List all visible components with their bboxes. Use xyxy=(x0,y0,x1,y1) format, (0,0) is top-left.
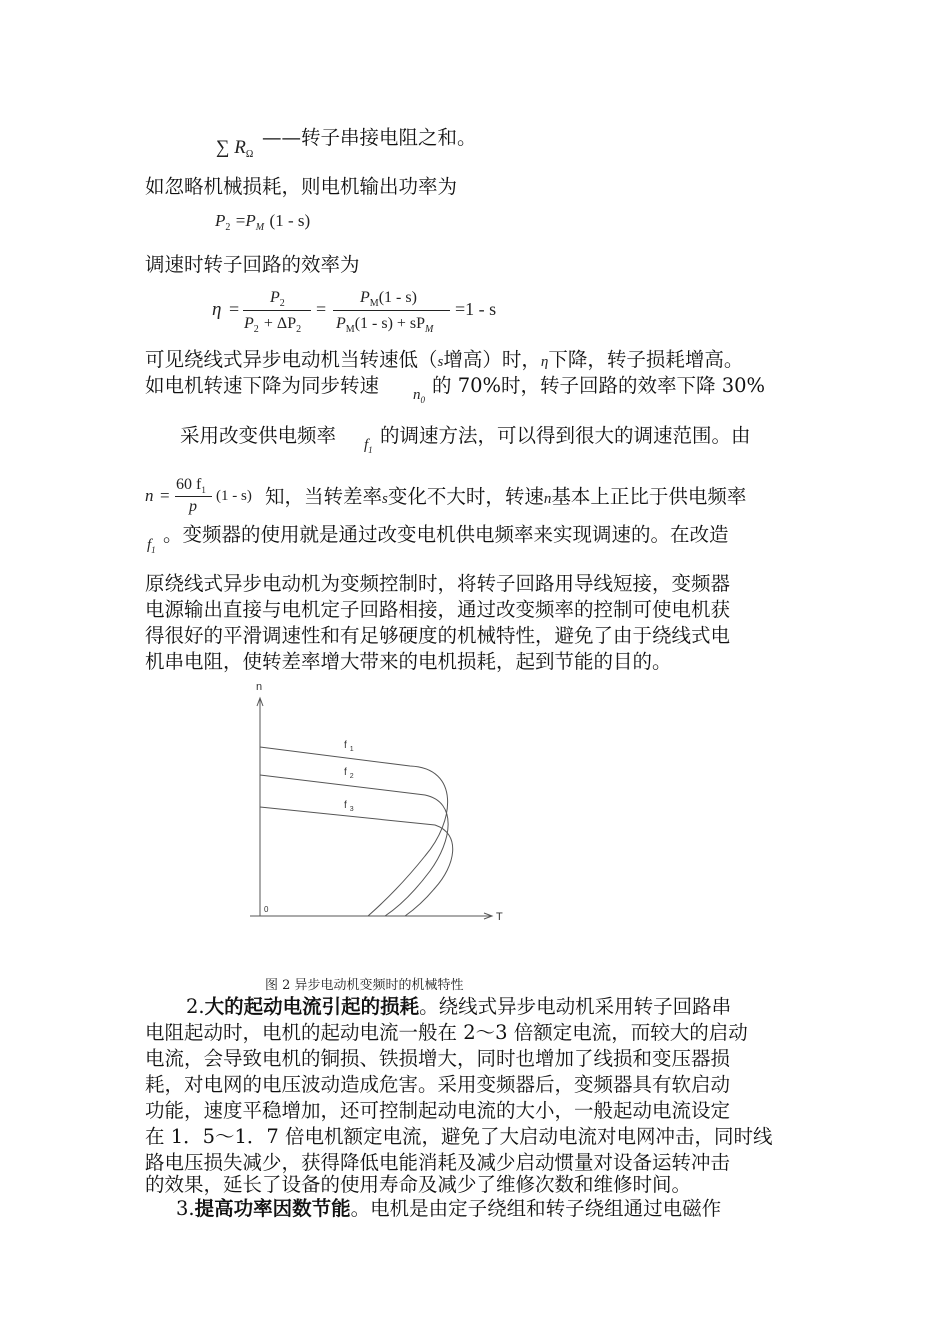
p2-formula-p: P xyxy=(215,211,226,230)
para1-l2-a: 如电机转速下降为同步转速 xyxy=(145,374,380,397)
p2-intro: 如忽略机械损耗，则电机输出功率为 xyxy=(145,175,458,198)
para2-l2-b: 变化不大时，转速 xyxy=(387,485,544,508)
sec2-title: 大的起动电流引起的损耗 xyxy=(204,995,420,1018)
p2-formula xyxy=(215,211,310,233)
eff-result: =1 - s xyxy=(455,299,497,319)
curve-label-f2 xyxy=(344,767,354,780)
efficiency-intro: 调速时转子回路的效率为 xyxy=(145,253,360,276)
curve-f1 xyxy=(260,747,448,916)
speed-denominator: p xyxy=(189,498,197,515)
sec2-line5: 功能，速度平稳增加，还可控制起动电流的大小，一般起动电流设定 xyxy=(145,1099,731,1122)
para1-l1-s: s xyxy=(437,354,444,370)
mechanical-characteristic-figure xyxy=(240,676,520,938)
para1-line2 xyxy=(145,374,379,398)
eff-frac2-den-tail-sub: M xyxy=(425,324,434,335)
sec2-line2: 电阻起动时，电机的起动电流一般在 2～3 倍额定电流，而较大的启动 xyxy=(145,1021,748,1044)
axis-x-label: T xyxy=(496,911,503,923)
eff-frac2-denominator xyxy=(336,313,433,335)
curve-label-f1 xyxy=(344,740,354,753)
eff-frac1-den-tail: + ΔP xyxy=(263,315,297,332)
f1-symbol-2 xyxy=(147,537,156,555)
eff-frac2-num-sub: M xyxy=(369,298,379,309)
curve-label-f1-main: f xyxy=(344,740,347,751)
sec2-line1 xyxy=(186,995,731,1019)
para2-line7: 机串电阻，使转差率增大带来的电机损耗，起到节能的目的。 xyxy=(145,650,672,673)
eff-frac2-den-p: P xyxy=(336,315,346,332)
speed-equals: = xyxy=(160,486,170,505)
eff-frac1-bar xyxy=(243,310,311,311)
para2-l2-c: 基本上正比于供电频率 xyxy=(551,485,747,508)
sum-r-description: ——转子串接电阻之和。 xyxy=(262,126,477,149)
curve-label-f3-main: f xyxy=(344,800,347,811)
curve-label-f3 xyxy=(344,800,354,813)
f1-1-sub: 1 xyxy=(368,445,373,455)
para2-line1-a: 采用改变供电频率 xyxy=(180,424,337,447)
sec2-line8: 的效果，延长了设备的使用寿命及减少了维修次数和维修时间。 xyxy=(145,1173,692,1196)
para2-l2-a: 知，当转差率 xyxy=(265,485,383,508)
speed-num-text: 60 f xyxy=(176,476,202,493)
eff-frac1-den-p: P xyxy=(244,315,254,332)
para2-l2-s: s xyxy=(382,491,388,507)
p2-formula-tail: (1 - s) xyxy=(269,211,311,230)
eff-equals-2: = xyxy=(316,299,327,319)
origin-label: 0 xyxy=(264,905,269,914)
sum-r-subscript: Ω xyxy=(245,149,254,160)
para1-l1-c: 下降，转子损耗增高。 xyxy=(548,348,744,371)
eff-equals-1: = xyxy=(229,299,240,319)
sum-r-label: ∑ R xyxy=(216,137,246,158)
f1-2-sub: 1 xyxy=(151,545,156,555)
curve-label-f3-sub: 3 xyxy=(349,806,354,813)
sec2-line4: 耗，对电网的电压波动造成危害。采用变频器后，变频器具有软启动 xyxy=(145,1073,731,1096)
sec2-line7: 路电压损失减少，获得降低电能消耗及减少启动惯量对设备运转冲击 xyxy=(145,1151,731,1174)
f1-2-f: f xyxy=(147,537,152,553)
n0-n: n xyxy=(413,387,421,403)
para1-line1 xyxy=(145,348,743,374)
figure-caption: 图 2 异步电动机变频时的机械特性 xyxy=(265,978,464,993)
para1-l1-eta: η xyxy=(540,354,549,370)
sec3-l1-tail: 。电机是由定子绕组和转子绕组通过电磁作 xyxy=(350,1197,722,1220)
f1-1-f: f xyxy=(364,437,369,453)
sec2-number: 2. xyxy=(186,995,205,1018)
n0-sub: 0 xyxy=(420,395,425,405)
para2-line5: 电源输出直接与电机定子回路相接，通过改变频率的控制可使电机获 xyxy=(145,598,731,621)
para1-line2-tail: 的 70%时，转子回路的效率下降 30% xyxy=(432,374,766,397)
sec3-line1 xyxy=(176,1197,721,1221)
curve-label-f2-main: f xyxy=(344,767,347,778)
sec2-line6: 在 1．5～1．7 倍电机额定电流，避免了大启动电流对电网冲击，同时线 xyxy=(145,1125,773,1148)
eff-frac2-num-tail: (1 - s) xyxy=(378,289,417,306)
eff-frac1-den-sub: 2 xyxy=(253,324,259,335)
axis-y-label: n xyxy=(255,681,263,693)
p2-formula-pm-sub: M xyxy=(255,222,265,233)
para2-line4: 原绕线式异步电动机为变频控制时，将转子回路用导线短接，变频器 xyxy=(145,572,731,595)
para1-l1-a: 可见绕线式异步电动机当转速低（ xyxy=(145,348,438,371)
f1-symbol-1 xyxy=(364,437,373,455)
eff-frac2-numerator xyxy=(360,287,417,309)
eff-frac1-numerator xyxy=(270,287,285,309)
sum-r-symbol xyxy=(216,137,253,160)
para2-l2-n: n xyxy=(543,491,552,507)
eff-frac2-den-sub: M xyxy=(345,324,355,335)
p2-formula-equals: = xyxy=(235,211,246,230)
speed-num-sub: 1 xyxy=(201,485,206,495)
para2-line2 xyxy=(265,485,746,511)
eff-frac2-bar xyxy=(333,310,450,311)
eff-frac2-num-p: P xyxy=(360,289,370,306)
sec3-number: 3. xyxy=(176,1197,195,1220)
n0-symbol xyxy=(413,387,425,405)
curve-f3 xyxy=(260,807,453,916)
eff-frac1-den-tail-sub: 2 xyxy=(296,324,302,335)
sec2-l1-tail: 。绕线式异步电动机采用转子回路串 xyxy=(419,995,732,1018)
para2-line6: 得很好的平滑调速性和有足够硬度的机械特性，避免了由于绕线式电 xyxy=(145,624,731,647)
sec2-line3: 电流，会导致电机的铜损、铁损增大，同时也增加了线损和变压器损 xyxy=(145,1047,731,1070)
eff-frac2-den-tail: (1 - s) + sP xyxy=(354,315,426,332)
speed-n: n xyxy=(145,486,154,505)
curve-label-f1-sub: 1 xyxy=(349,746,354,753)
para1-l1-b: 增高）时， xyxy=(443,348,541,371)
p2-formula-pm: P xyxy=(245,211,256,230)
eff-frac1-num-sub: 2 xyxy=(279,298,285,309)
eta-symbol: η xyxy=(212,299,222,320)
para2-line3: 。变频器的使用就是通过改变电机供电频率来实现调速的。在改造 xyxy=(163,523,729,546)
curve-label-f2-sub: 2 xyxy=(349,773,354,780)
sec3-title: 提高功率因数节能 xyxy=(194,1197,351,1220)
speed-frac-bar xyxy=(175,496,212,497)
speed-numerator xyxy=(176,474,206,495)
p2-formula-p-sub: 2 xyxy=(225,222,231,233)
speed-tail: (1 - s) xyxy=(216,488,252,504)
curve-f2 xyxy=(260,775,448,916)
eff-frac1-denominator xyxy=(244,313,301,335)
para2-line1-b: 的调速方法，可以得到很大的调速范围。由 xyxy=(380,424,751,447)
eff-frac1-num-p: P xyxy=(270,289,280,306)
